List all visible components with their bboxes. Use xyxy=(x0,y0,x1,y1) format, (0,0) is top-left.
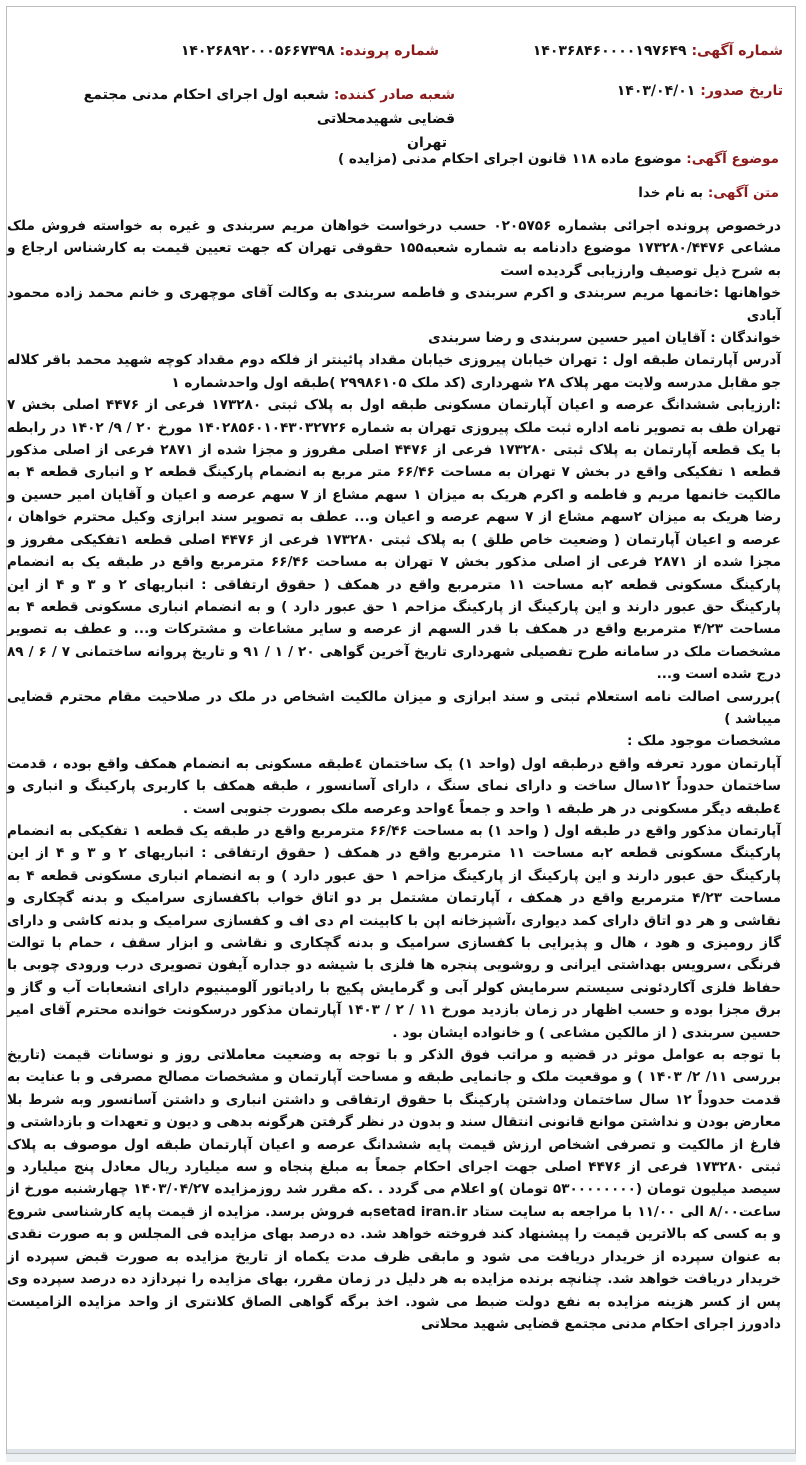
body-paragraph: خواهانها :خانمها مریم سربندی و اکرم سربندی و فاطمه سربندی به وکالت آقای موچهری و خانم محمد زاده محمود آبادی xyxy=(7,285,781,324)
body-paragraph: مشخصات موجود ملک : xyxy=(627,733,781,750)
file-number-value: ۱۴۰۲۶۸۹۲۰۰۰۵۶۶۷۳۹۸ xyxy=(180,43,335,59)
body-paragraph: )بررسی اصالت نامه استعلام ثبتی و سند ابرازی و میزان مالکیت اشخاص در ملک در صلاحیت مقام محترم قضایی میباشد ) xyxy=(7,688,781,727)
body-paragraph: آپارتمان مذکور واقع در طبقه اول ( واحد ۱) به مساحت ۶۶/۴۶ مترمربع واقع در طبقه یک قطعه ۱ تفکیکی به انضمام پارکینگ مسکونی قطعه ۲به مساحت ۱۱ مترمربع واقع در همکف ( حقوق ارتفاقی : انباریهای ۲ و ۳ و ۴ از این پارکینگ حق عبور دارند و این پارکینگ از پارکینگ مزاحم ۱ حق عبور دارد ) و به انضمام انباری مسکونی قطعه ۴ به مساحت ۴/۲۳ مترمربع واقع در همکف ، آپارتمان مشتمل بر دو اتاق خواب باکفسازی سرامیک و بدنه گچکاری و نقاشی و هر دو اتاق دارای کمد دیواری ،آشپزخانه اپن با کابینت ام دی اف و کفسازی سرامیک و بدنه کاشی و دارای گاز رومیزی و هود ، هال و پذیرایی با کفسازی سرامیک و بدنه گچکاری و نقاشی و ابزار سقف ، حمام با توالت فرنگی ،سرویس بهداشتی ایرانی و روشویی پنجره ها فلزی با شیشه دو جداره آیفون تصویری درب ورودی چوبی با حفاظ فلزی آکاردئونی سیستم سرمایش کولر آبی و گرمایش پکیج با رادیاتور آلومینیوم دارای انشعابات آب و گاز و برق مجزا بوده و حسب اظهار در زمان بازدید مورخ ۱۱ / ۲ / ۱۴۰۳ آپارتمان مذکور درسکونت خوانده محترم آقای امیر حسین سربندی ( از مالکین مشاعی ) و خانواده ایشان بود . xyxy=(7,822,782,1041)
notice-number-value: ۱۴۰۳۶۸۴۶۰۰۰۰۱۹۷۶۴۹ xyxy=(532,43,687,59)
issue-date-label: تاریخ صدور: xyxy=(700,83,783,99)
subject-value: موضوع ماده ۱۱۸ قانون اجرای احکام مدنی (مزایده ) xyxy=(338,151,682,167)
bottom-divider xyxy=(7,1449,795,1453)
body-paragraph: آپارتمان مورد تعرفه واقع درطبقه اول (واحد ۱) یک ساختمان ٤طبقه مسکونی به انضمام همکف واقع بوده ، قدمت ساختمان حدوداً ۱۲سال ساخت و دارای نمای سنگ ، دارای آسانسور ، طبقه همکف با کاربری پارکینگ و انباری و ٤طبقه دیگر مسکونی در هر طبقه ۱ واحد و جمعاً ٤واحد وعرصه ملک بصورت جنوبی است . xyxy=(7,755,781,817)
issuing-branch xyxy=(35,83,455,155)
issuing-branch-line2: تهران xyxy=(407,135,447,151)
file-number xyxy=(181,43,439,59)
issue-date xyxy=(617,83,783,99)
body-paragraph: :ارزیابی ششدانگ عرصه و اعیان آپارتمان مسکونی طبقه اول به پلاک ثبتی ۱۷۳۲۸۰ فرعی از ۴۴۷۶ اصلی بخش ۷ تهران طف به تصویر نامه اداره ثبت ملک پیروزی تهران به شماره ۱۴۰۲۸۵۶۰۱۰۴۳۰۳۲۷۲۶ مورخ ۲۰ / ۹/ ۱۴۰۲ در رابطه با یک قطعه آپارتمان به پلاک ثبتی ۱۷۳۲۸۰ فرعی از ۴۴۷۶ اصلی مفروز و مجزا شده از ۲۸۷۱ فرعی از اصلی مذکور قطعه ۱ تفکیکی واقع در بخش ۷ تهران به مساحت ۶۶/۴۶ متر مربع به انضمام پارکینگ قطعه ۲ و انباری قطعه ۴ به مالکیت خانمها مریم و فاطمه و اکرم هریک به میزان ۱ سهم مشاع از ۷ سهم عرصه و اعیان و آقایان امیر حسین و رضا هریک به میزان ۲سهم مشاع از ۷ سهم عرصه و اعیان و... عطف به تصویر سند ابرازی وکیل محترم خواهان ، عرصه و اعیان آپارتمان ( وضعیت خاص طلق ) به پلاک ثبتی ۱۷۳۲۸۰ فرعی از ۴۴۷۶ اصلی قطعه ۱تفکیکی مفروز و مجزا شده از ۲۸۷۱ فرعی از اصلی مذکور بخش ۷ تهران به مساحت ۶۶/۴۶ مترمربع واقع در طبقه یک به انضمام پارکینگ مسکونی قطعه ۲به مساحت ۱۱ مترمربع واقع در همکف ( حقوق ارتفاقی : انباریهای ۲ و ۳ و ۴ از این پارکینگ حق عبور دارند و این پارکینگ از پارکینگ مزاحم ۱ حق عبور دارد ) و به انضمام انباری مسکونی قطعه ۴ به مساحت ۴/۲۳ مترمربع واقع در همکف با قدر السهم از عرصه و سایر مشاعات و مشترکات و... و عطف به تصویر مشخصات ملک در سامانه طرح تفصیلی شهرداری تاریخ آخرین گواهی ۲۰ / ۱ / ۹۱ و تاریخ پروانه ساختمانی ۷ / ۶ / ۸۹ درج شده است و... xyxy=(7,397,782,683)
page-shadow xyxy=(6,1454,796,1462)
notice-subject xyxy=(19,151,779,167)
body-paragraph: خواندگان : آقایان امیر حسین سربندی و رضا سربندی xyxy=(428,330,781,347)
text-intro: به نام خدا xyxy=(638,185,704,201)
notice-document xyxy=(6,6,796,1454)
body-paragraph: درخصوص پرونده اجرائی بشماره ۰۲۰۵۷۵۶ حسب درخواست خواهان مریم سربندی و غیره به خواسته فروش ملک مشاعی ۱۷۳۲۸۰/۴۴۷۶ موضوع دادنامه به شماره شعبه۱۵۵ حقوقی تهران که جهت تعیین قیمت به کارشناس ارجاع و به شرح ذیل توصیف وارزیابی گردیده است xyxy=(7,218,781,279)
issue-date-value: ۱۴۰۳/۰۴/۰۱ xyxy=(616,83,696,99)
text-label: متن آگهی: xyxy=(707,185,779,201)
notice-number xyxy=(533,43,783,59)
issuing-branch-line1: شعبه اول اجرای احکام مدنی مجتمع قضایی شهیدمحلاتی xyxy=(83,87,455,127)
body-paragraph: آدرس آپارتمان طبقه اول : تهران خیابان پیروزی خیابان مقداد پائینتر از فلکه دوم مقداد کوچه شهید محمد باقر کلاله جو مقابل مدرسه ولایت مهر پلاک ۲۸ شهرداری (کد ملک ۲۹۹۸۶۱۰۵ )طبقه اول واحدشماره ۱ xyxy=(7,352,781,391)
file-number-label: شماره پرونده: xyxy=(339,43,439,59)
issuing-branch-label: شعبه صادر کننده: xyxy=(333,87,455,103)
notice-body xyxy=(7,215,781,1335)
subject-label: موضوع آگهی: xyxy=(686,151,779,167)
notice-text-header xyxy=(19,185,779,201)
body-paragraph: با توجه به عوامل موثر در قضیه و مراتب فوق الذکر و با توجه به وضعیت معاملاتی روز و نوسانات قیمت (تاریخ بررسی ۱۱/ ۲/ ۱۴۰۳ ) و موقعیت ملک و جانمایی طبقه و مساحت آپارتمان و مشخصات مصالح مصرفی و با عنایت به قدمت حدوداً ۱۲ سال ساختمان وداشتن پارکینگ با حقوق ارتفاقی و داشتن انباری و داشتن آسانسور وبه شرط بلا معارض بودن و نداشتن موانع قانونی انتقال سند و بدون در نظر گرفتن هرگونه بدهی و دیون و تعهدات و بازداشتی و فارغ از مالکیت و تصرفی اشخاص ارزش قیمت پایه ششدانگ عرصه و اعیان آپارتمان طبقه اول موصوف به پلاک ثبتی ۱۷۳۲۸۰ فرعی از ۴۴۷۶ اصلی جهت اجرای احکام جمعاً به مبلغ پنجاه و سه میلیارد ریال معادل پنج میلیارد و سیصد میلیون تومان (۵۳۰۰۰۰۰۰۰۰ تومان )و اعلام می گردد . .که مقرر شد روزمزایده ۱۴۰۳/۰۴/۲۷ چهارشنبه مورخ از ساعت۸/۰۰ الی ۱۱/۰۰ با مراجعه به سایت ستاد setad iran.irبه فروش برسد. مزایده از قیمت پایه کارشناسی شروع و به کسی که بالاترین قیمت را پیشنهاد کند فروخته خواهد شد. ده درصد بهای مزایده فی المجلس و به صورت نقدی به عنوان سپرده از خریدار دریافت می شود و مابقی ظرف مدت یکماه از تاریخ مزایده به صورت قبض سپرده از خریدار دریافت خواهد شد. چنانچه برنده مزایده به هر دلیل در زمان مقرر، بهای مزایده را نپردازد ده درصد سپرده وی پس از کسر هزینه مزایده به نفع دولت ضبط می شود. اخذ برگه گواهی الصاق کلانتری از واحد مزایده الزامیست دادورز اجرای احکام مدنی مجتمع قضایی شهید محلاتی xyxy=(7,1047,782,1332)
notice-number-label: شماره آگهی: xyxy=(691,43,783,59)
